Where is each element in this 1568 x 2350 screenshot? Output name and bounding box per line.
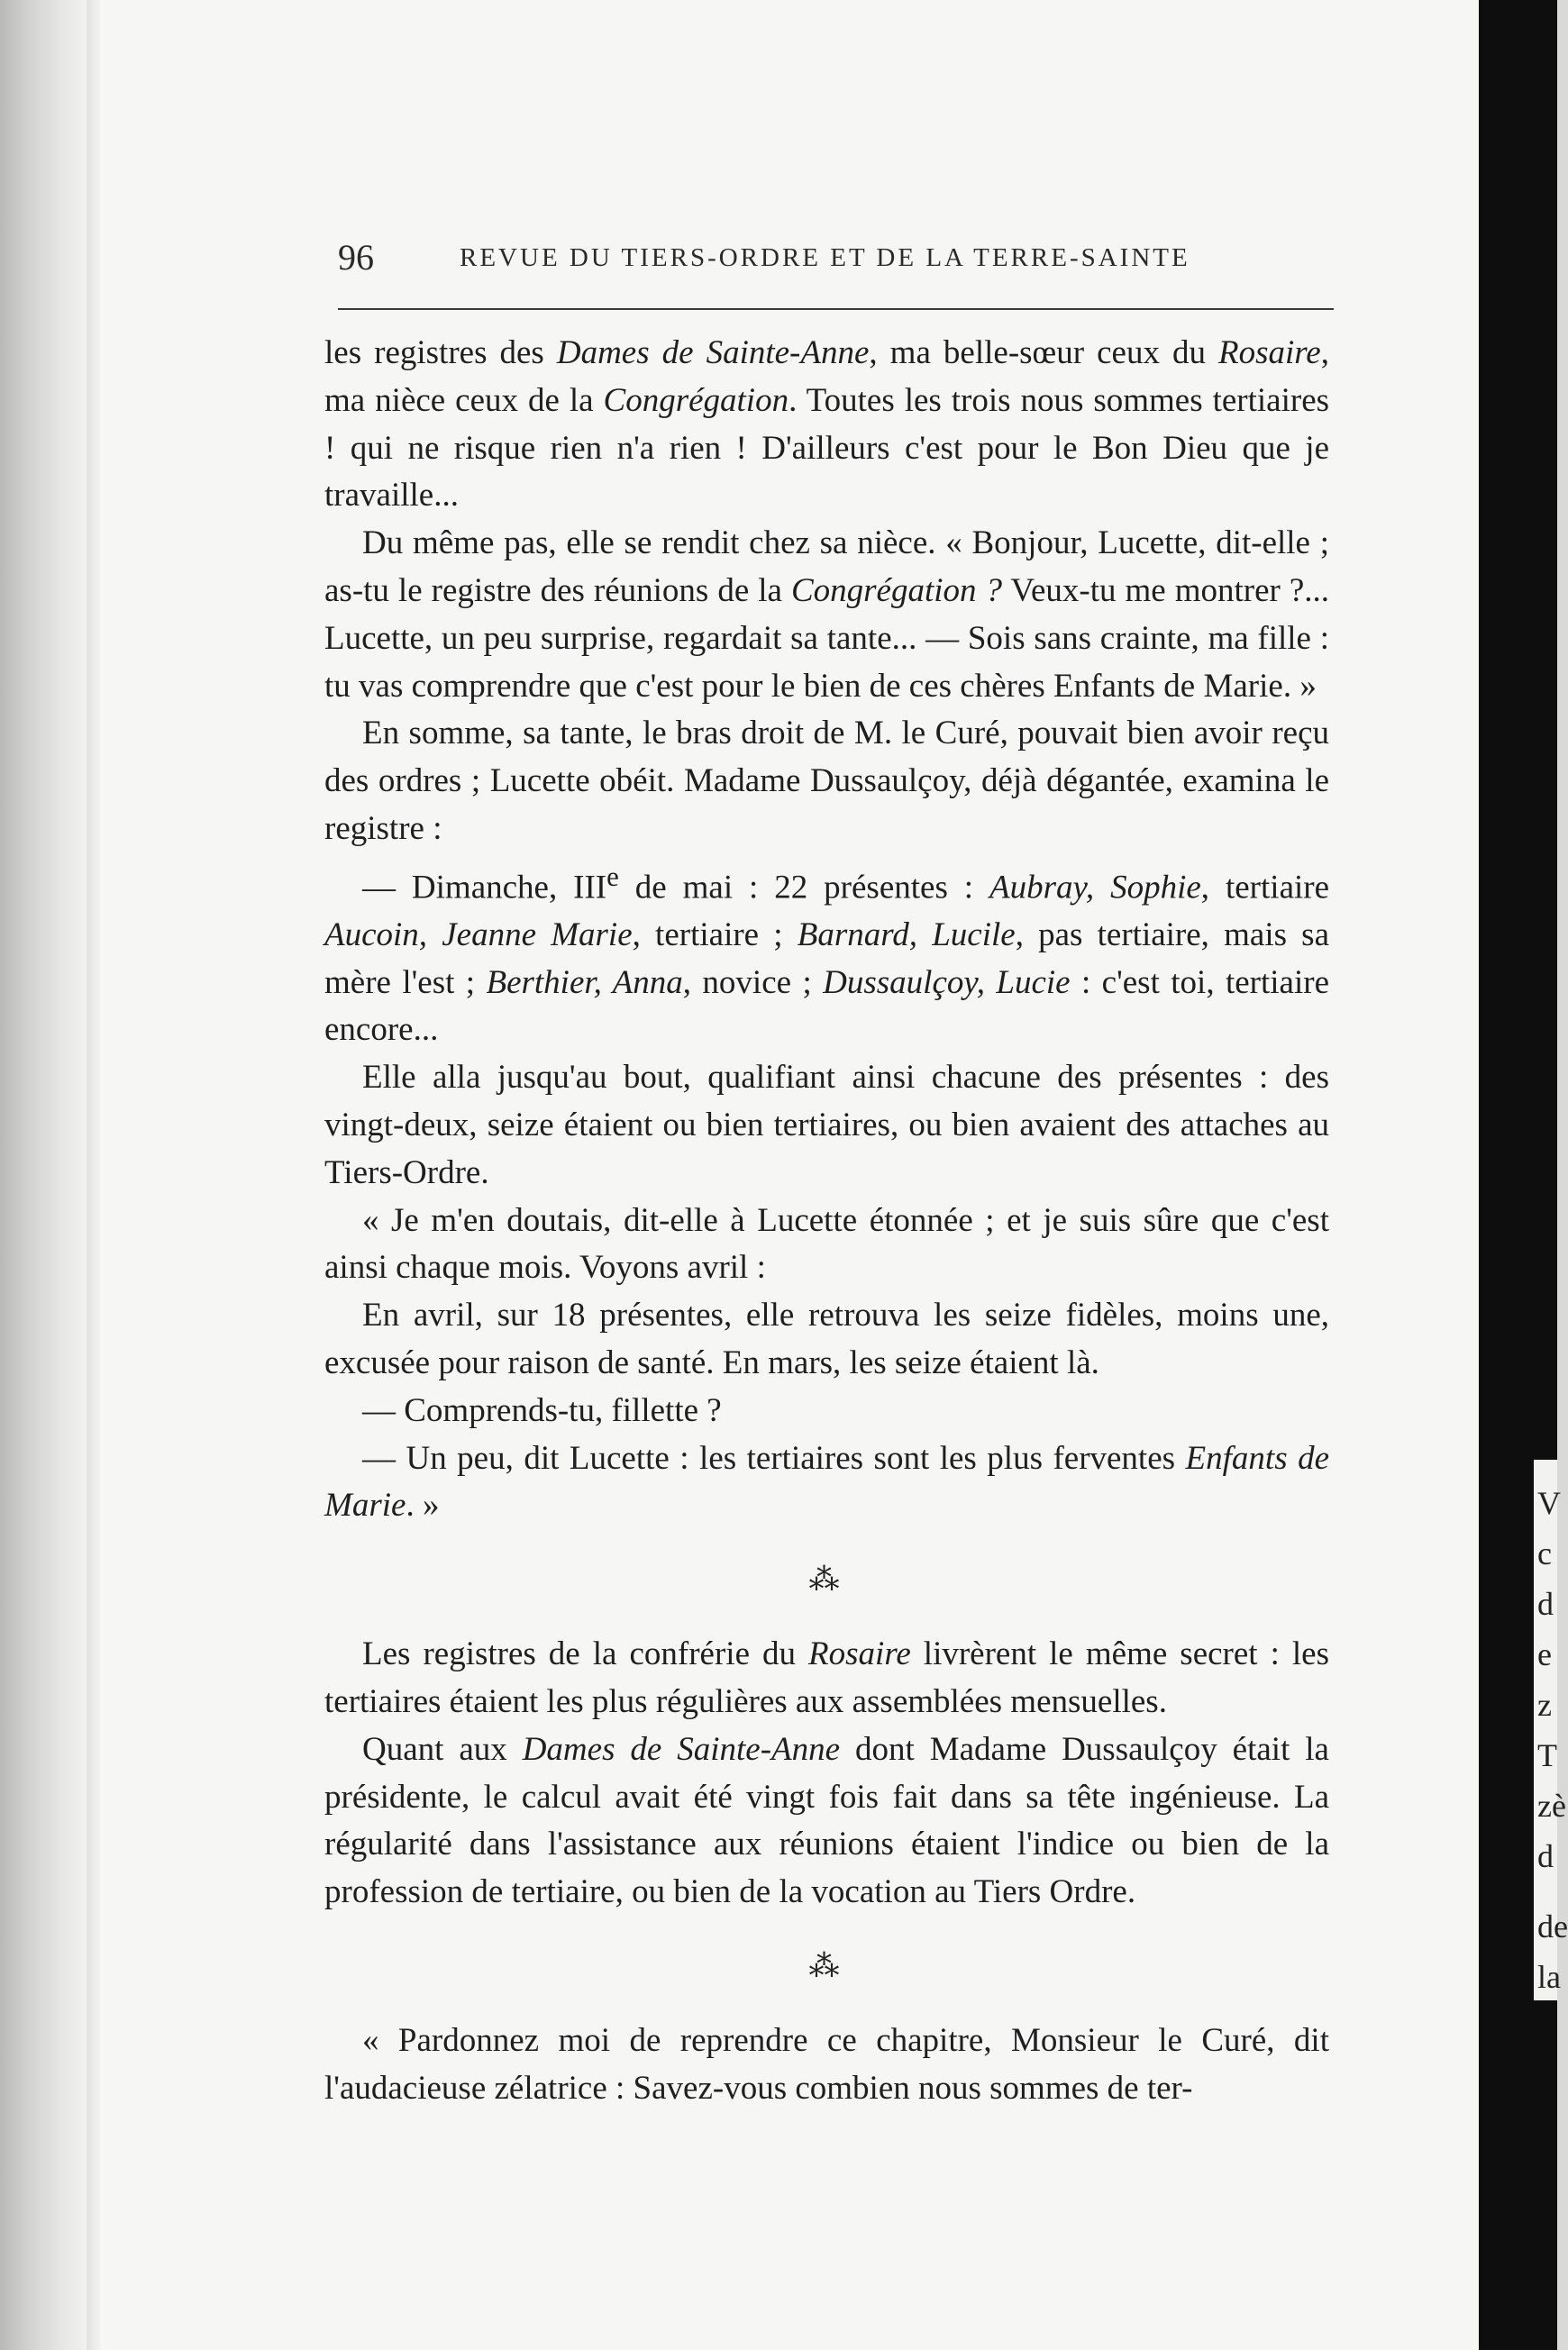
running-header (338, 236, 1334, 287)
paragraph-6: « Je m'en doutais, dit-elle à Lucette étonnée ; et je suis sûre que c'est ainsi chaque mois. Voyons avril : (324, 1201, 1329, 1287)
section-separator (324, 1917, 1329, 2018)
header-rule (338, 308, 1334, 310)
next-page-letter: d (1537, 1838, 1554, 1874)
running-title: REVUE DU TIERS-ORDRE ET DE LA TERRE-SAINTE (460, 243, 1190, 272)
next-page-letter: de (1537, 1908, 1568, 1945)
paragraph-8: — Comprends-tu, fillette ? (362, 1391, 722, 1429)
next-page-letter: e (1537, 1636, 1552, 1672)
next-page-letter: zè (1537, 1788, 1566, 1824)
page-number: 96 (338, 237, 374, 278)
paragraph-9: — Un peu, dit Lucette : les tertiaires sont les plus ferventes Enfants de Marie. » (324, 1439, 1329, 1525)
next-page-letter: T (1537, 1737, 1557, 1773)
paragraph-12: « Pardonnez moi de reprendre ce chapitre, Monsieur le Curé, dit l'audacieuse zélatrice : Savez-vous combien nous sommes de ter- (324, 2022, 1329, 2107)
paragraph-4: — Dimanche, IIIe de mai : 22 présentes : Aubray, Sophie, tertiaire Aucoin, Jeanne Marie, tertiaire ; Barnard, Lucile, pas tertiaire, mais sa mère l'est ; Berthier, Anna, novice ; Dussaulçoy, Lucie : c'est toi, tertiaire encore... (324, 861, 1330, 1049)
paragraph-5: Elle alla jusqu'au bout, qualifiant ainsi chacune des présentes : des vingt-deux, seize étaient ou bien tertiaires, ou bien avaient des attaches au Tiers-Ordre. (324, 1059, 1329, 1191)
next-page-letter: c (1537, 1535, 1552, 1571)
section-separator (324, 1530, 1329, 1631)
paragraph-3: En somme, sa tante, le bras droit de M. le Curé, pouvait bien avoir reçu des ordres ; Lucette obéit. Madame Dussaulçoy, déjà dégantée, examina le registre : (324, 715, 1329, 847)
body-text (324, 330, 1329, 2113)
next-page-letter: z (1537, 1687, 1552, 1723)
asterism-icon: ⁂ (808, 1563, 845, 1598)
paragraph-7: En avril, sur 18 présentes, elle retrouva les seize fidèles, moins une, excusée pour raison de santé. En mars, les seize étaient là. (324, 1297, 1329, 1382)
paragraph-10: Les registres de la confrérie du Rosaire livrèrent le même secret : les tertiaires étaient les plus régulières aux assemblées mensuelles. (324, 1635, 1329, 1721)
next-page-letter: la (1537, 1959, 1561, 1995)
next-page-letter: d (1537, 1586, 1554, 1622)
paragraph-11: Quant aux Dames de Sainte-Anne dont Madame Dussaulçoy était la présidente, le calcul avait été vingt fois fait dans sa tête ingénieuse. La régularité dans l'assistance aux réunions étaient l'indice ou bien de la profession de tertiaire, ou bien de la vocation au Tiers Ordre. (324, 1730, 1329, 1911)
asterism-icon: ⁂ (808, 1950, 845, 1984)
paragraph-1: les registres des Dames de Sainte-Anne, ma belle-sœur ceux du Rosaire, ma nièce ceux de la Congrégation. Toutes les trois nous sommes tertiaires ! qui ne risque rien n'a rien ! D'ailleurs c'est pour le Bon Dieu que je travaille... (324, 334, 1330, 515)
binding-gutter (0, 0, 87, 2350)
paragraph-2: Du même pas, elle se rendit chez sa nièce. « Bonjour, Lucette, dit-elle ; as-tu le registre des réunions de la Congrégation ? Veux-tu me montrer ?... Lucette, un peu surprise, regardait sa tante... — Sois sans crainte, ma fille : tu vas comprendre que c'est pour le bien de ces chères Enfants de Marie. » (324, 524, 1329, 705)
next-page-letter: V (1537, 1485, 1561, 1521)
next-page-fragment (1534, 1460, 1568, 2000)
